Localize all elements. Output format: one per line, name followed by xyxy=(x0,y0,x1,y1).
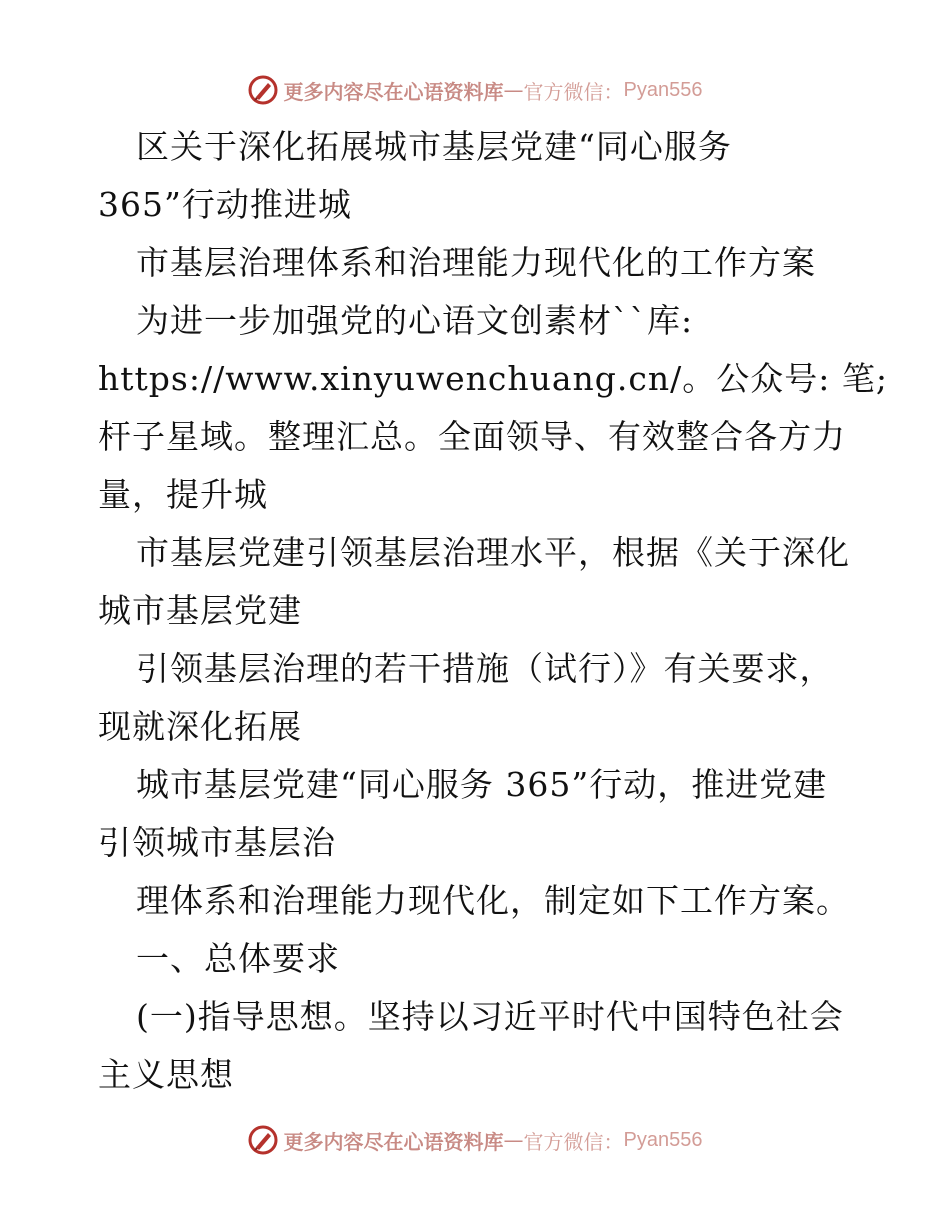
paragraph-line: 引领基层治理的若干措施（试行）》有关要求， xyxy=(136,649,834,688)
pen-logo-icon xyxy=(248,75,278,105)
watermark-library-text: 更多内容尽在心语资料库 xyxy=(283,79,504,104)
paragraph-line: 现就深化拓展 xyxy=(98,707,302,746)
paragraph-line: 城市基层党建 xyxy=(98,591,302,630)
paragraph-line: 引领城市基层治 xyxy=(98,823,336,862)
paragraph-line: 主义思想 xyxy=(98,1055,234,1094)
watermark-separator: — xyxy=(503,78,524,102)
footer-watermark xyxy=(0,1120,950,1160)
paragraph-line: 量，提升城 xyxy=(98,475,268,514)
paragraph-line: 城市基层党建“同心服务 365”行动，推进党建 xyxy=(136,765,828,804)
watermark-wechat-id: Pyan556 xyxy=(623,78,703,101)
watermark-separator: — xyxy=(503,1128,524,1152)
watermark-wechat-id: Pyan556 xyxy=(623,1128,703,1151)
watermark-wechat-label: 官方微信： xyxy=(523,1129,624,1154)
title-line-3: 市基层治理体系和治理能力现代化的工作方案 xyxy=(136,243,816,282)
paragraph-line: (一)指导思想。坚持以习近平时代中国特色社会 xyxy=(136,997,844,1036)
watermark-wechat-label: 官方微信： xyxy=(523,79,624,104)
pen-logo-icon xyxy=(248,1125,278,1155)
paragraph-line: https://www.xinyuwenchuang.cn/。公众号: 笔; xyxy=(98,359,888,398)
paragraph-line: 市基层党建引领基层治理水平，根据《关于深化 xyxy=(136,533,850,572)
paragraph-line: 理体系和治理能力现代化，制定如下工作方案。 xyxy=(136,881,850,920)
document-body xyxy=(98,118,888,1104)
title-line-2: 365”行动推进城 xyxy=(98,185,352,224)
watermark-library-text: 更多内容尽在心语资料库 xyxy=(283,1129,504,1154)
title-line-1: 区关于深化拓展城市基层党建“同心服务 xyxy=(136,127,732,166)
section-heading: 一、总体要求 xyxy=(136,939,340,978)
paragraph-line: 为进一步加强党的心语文创素材``库: xyxy=(136,301,694,340)
header-watermark xyxy=(0,70,950,110)
paragraph-line: 杆子星域。整理汇总。全面领导、有效整合各方力 xyxy=(98,417,846,456)
